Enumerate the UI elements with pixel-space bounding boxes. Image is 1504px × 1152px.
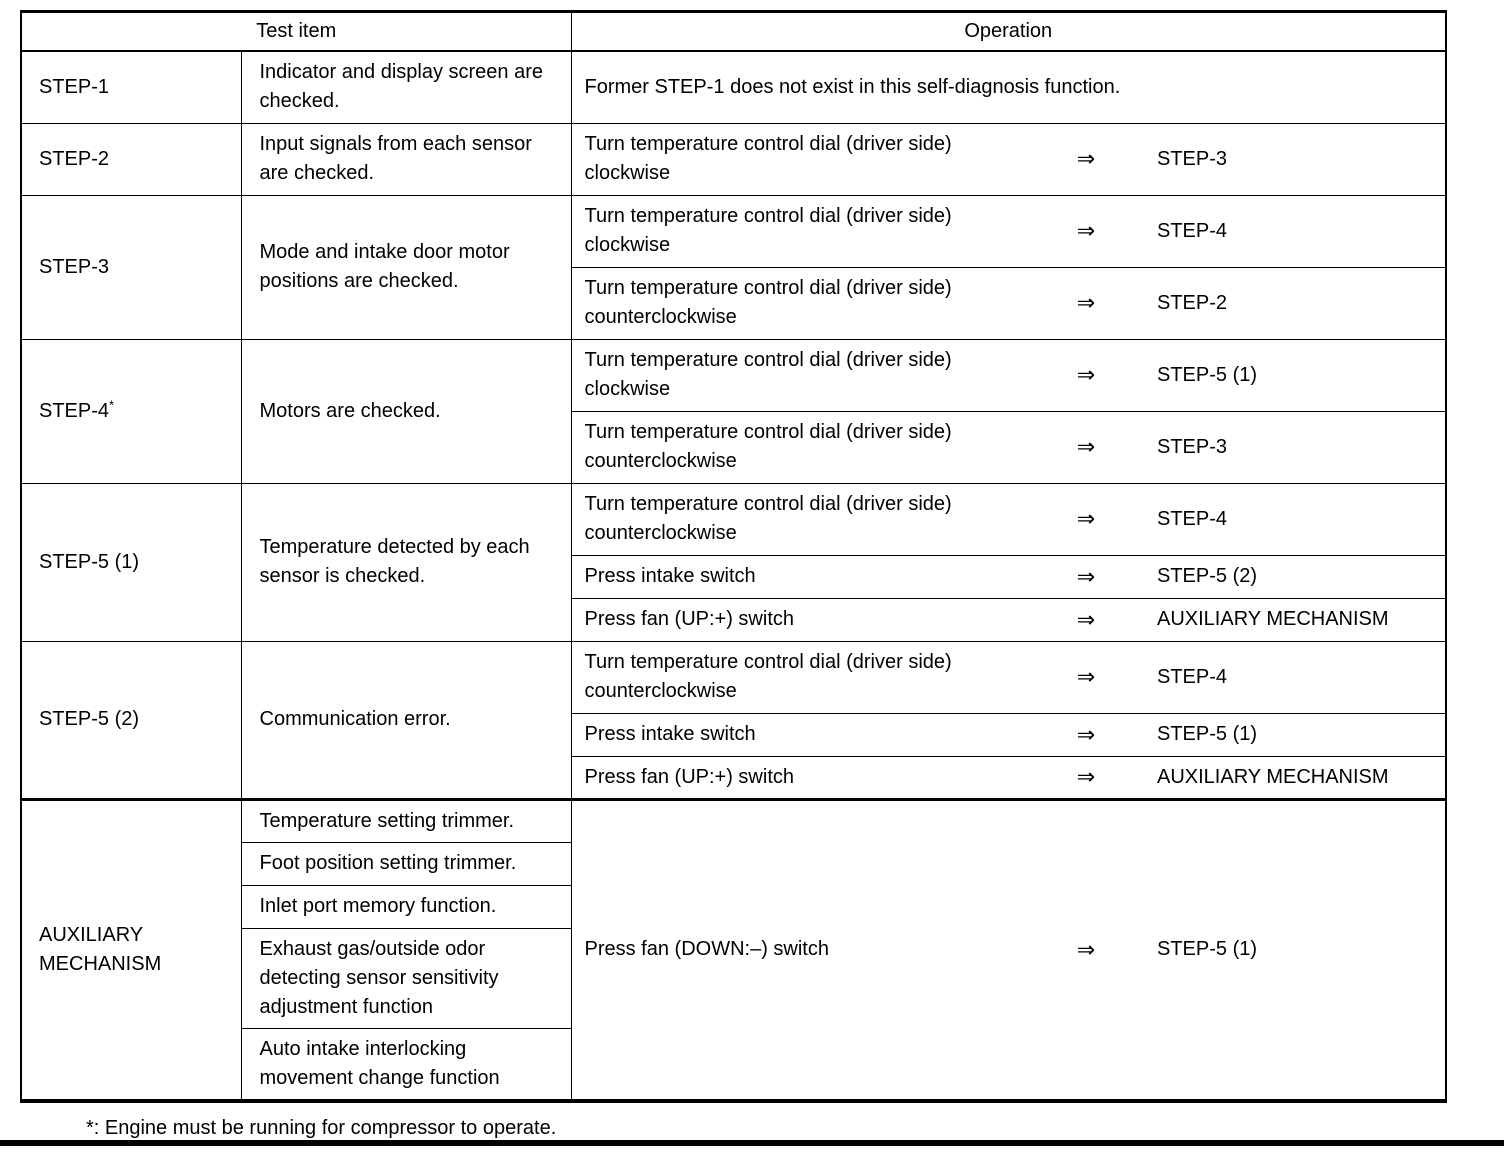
footnote: *: Engine must be running for compressor to operate. bbox=[86, 1116, 557, 1139]
header-row bbox=[21, 12, 1446, 52]
test-item-cell: Exhaust gas/outside odor detecting sensor sensitivity adjustment function bbox=[241, 928, 571, 1028]
table-row-step-1 bbox=[21, 51, 1446, 123]
operation-cell: Turn temperature control dial (driver side) counterclockwise bbox=[571, 267, 1041, 339]
operation-cell: Turn temperature control dial (driver side) counterclockwise bbox=[571, 641, 1041, 713]
footnote-asterisk: * bbox=[109, 396, 115, 412]
table-row-step-4 bbox=[21, 339, 1446, 411]
test-item-cell: Input signals from each sensor are checked. bbox=[241, 123, 571, 195]
target-step-cell: STEP-5 (1) bbox=[1131, 339, 1446, 411]
test-item-cell: Temperature setting trimmer. bbox=[241, 799, 571, 842]
operation-cell: Press intake switch bbox=[571, 555, 1041, 598]
target-step-cell: STEP-3 bbox=[1131, 411, 1446, 483]
operation-cell: Press intake switch bbox=[571, 713, 1041, 756]
double-arrow-icon: ⇒ bbox=[1041, 713, 1131, 756]
test-item-cell: Indicator and display screen are checked. bbox=[241, 51, 571, 123]
operation-cell: Press fan (UP:+) switch bbox=[571, 756, 1041, 799]
test-item-cell: Motors are checked. bbox=[241, 339, 571, 483]
test-item-cell: Auto intake interlocking movement change function bbox=[241, 1028, 571, 1101]
test-item-cell: Inlet port memory function. bbox=[241, 885, 571, 928]
double-arrow-icon: ⇒ bbox=[1041, 483, 1131, 555]
table-row-step-5-2 bbox=[21, 641, 1446, 713]
test-item-cell: Foot position setting trimmer. bbox=[241, 842, 571, 885]
operation-note-cell: Former STEP-1 does not exist in this self-diagnosis function. bbox=[571, 51, 1446, 123]
target-step-cell: STEP-5 (1) bbox=[1131, 799, 1446, 1101]
target-step-cell: STEP-4 bbox=[1131, 195, 1446, 267]
step-cell: AUXILIARY MECHANISM bbox=[21, 799, 241, 1101]
target-step-cell: AUXILIARY MECHANISM bbox=[1131, 598, 1446, 641]
header-test-item: Test item bbox=[21, 12, 571, 52]
operation-cell: Turn temperature control dial (driver side) clockwise bbox=[571, 123, 1041, 195]
step-cell: STEP-5 (2) bbox=[21, 641, 241, 799]
double-arrow-icon: ⇒ bbox=[1041, 195, 1131, 267]
page-bottom-rule bbox=[0, 1140, 1504, 1146]
target-step-cell: STEP-5 (1) bbox=[1131, 713, 1446, 756]
step-label: STEP-4 bbox=[39, 399, 110, 422]
operation-cell: Press fan (DOWN:–) switch bbox=[571, 799, 1041, 1101]
target-step-cell: STEP-4 bbox=[1131, 483, 1446, 555]
operation-cell: Turn temperature control dial (driver side) counterclockwise bbox=[571, 483, 1041, 555]
double-arrow-icon: ⇒ bbox=[1041, 799, 1131, 1101]
test-item-cell: Temperature detected by each sensor is checked. bbox=[241, 483, 571, 641]
target-step-cell: STEP-4 bbox=[1131, 641, 1446, 713]
double-arrow-icon: ⇒ bbox=[1041, 555, 1131, 598]
operation-cell: Turn temperature control dial (driver side) clockwise bbox=[571, 195, 1041, 267]
target-step-cell: STEP-3 bbox=[1131, 123, 1446, 195]
target-step-cell: STEP-5 (2) bbox=[1131, 555, 1446, 598]
self-diagnosis-table bbox=[20, 10, 1447, 1103]
operation-cell: Press fan (UP:+) switch bbox=[571, 598, 1041, 641]
step-cell bbox=[21, 339, 241, 483]
step-cell: STEP-3 bbox=[21, 195, 241, 339]
step-cell: STEP-2 bbox=[21, 123, 241, 195]
test-item-cell: Mode and intake door motor positions are checked. bbox=[241, 195, 571, 339]
header-operation: Operation bbox=[571, 12, 1446, 52]
double-arrow-icon: ⇒ bbox=[1041, 411, 1131, 483]
self-diagnosis-document bbox=[20, 10, 1447, 1140]
table-row-step-2 bbox=[21, 123, 1446, 195]
double-arrow-icon: ⇒ bbox=[1041, 641, 1131, 713]
double-arrow-icon: ⇒ bbox=[1041, 267, 1131, 339]
operation-cell: Turn temperature control dial (driver side) clockwise bbox=[571, 339, 1041, 411]
step-cell: STEP-1 bbox=[21, 51, 241, 123]
target-step-cell: STEP-2 bbox=[1131, 267, 1446, 339]
table-row-auxiliary-mechanism bbox=[21, 799, 1446, 842]
table-row-step-3 bbox=[21, 195, 1446, 267]
double-arrow-icon: ⇒ bbox=[1041, 756, 1131, 799]
table-row-step-5-1 bbox=[21, 483, 1446, 555]
step-cell: STEP-5 (1) bbox=[21, 483, 241, 641]
double-arrow-icon: ⇒ bbox=[1041, 123, 1131, 195]
operation-cell: Turn temperature control dial (driver side) counterclockwise bbox=[571, 411, 1041, 483]
double-arrow-icon: ⇒ bbox=[1041, 339, 1131, 411]
double-arrow-icon: ⇒ bbox=[1041, 598, 1131, 641]
test-item-cell: Communication error. bbox=[241, 641, 571, 799]
target-step-cell: AUXILIARY MECHANISM bbox=[1131, 756, 1446, 799]
